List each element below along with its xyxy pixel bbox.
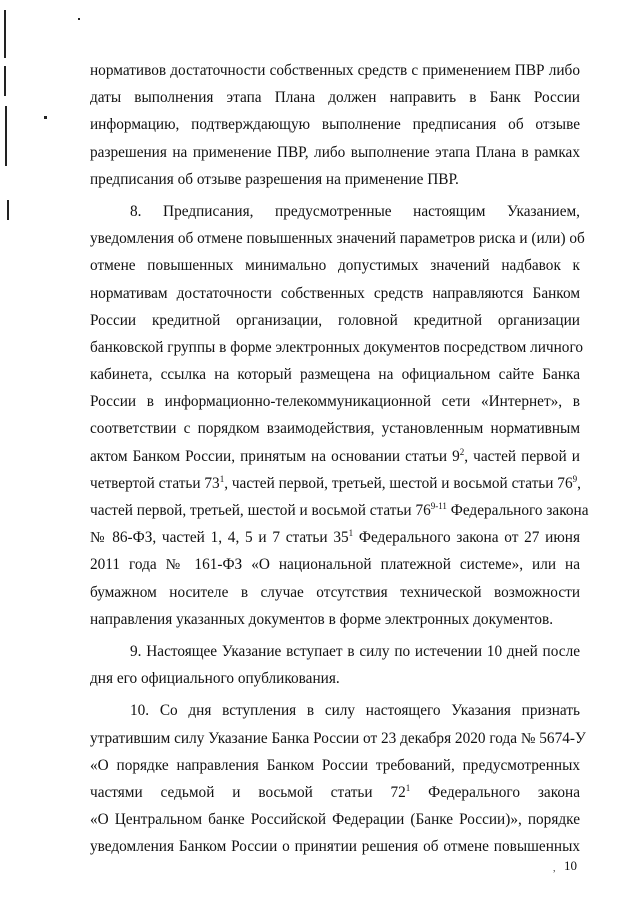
- text-line: «О Центральном банке Российской Федерации (Банке России)», порядке: [90, 811, 580, 829]
- text-line: нормативам достаточности собственных средств направляются Банком: [90, 284, 580, 302]
- scan-artifact-dot: [78, 18, 80, 20]
- text-line: России кредитной организации, головной кредитной организации: [90, 311, 580, 329]
- superscript: 1: [405, 782, 411, 793]
- paragraph-10: [90, 697, 586, 860]
- text-line: России в информационно-телекоммуникационной сети «Интернет», в: [90, 393, 580, 411]
- text-line: разрешения на применение ПВР, либо выполнение этапа Плана в рамках: [90, 143, 580, 161]
- page-number: 10: [564, 858, 577, 873]
- scan-artifact-line: [4, 10, 6, 58]
- text-line: 8. Предписания, предусмотренные настоящим Указанием,: [130, 202, 580, 220]
- text-line: нормативов достаточности собственных средств с применением ПВР либо: [90, 62, 580, 79]
- superscript: 1: [348, 528, 354, 539]
- superscript: 9: [572, 473, 578, 484]
- text-line: дня его официального опубликования.: [90, 670, 340, 688]
- scan-artifact-line: [4, 66, 6, 96]
- scan-artifact-mark: ,: [553, 863, 556, 874]
- text-line: направления указанных документов в форме электронных документов.: [90, 610, 554, 628]
- text-line: актом Банком России, принятым на основании статьи $9^2$, частей первой и: [90, 446, 580, 465]
- text-line: кабинета, ссылка на который размещена на официальном сайте Банка: [90, 366, 580, 384]
- text-line: уведомления об отмене повышенных значений параметров риска и (или) об: [90, 230, 585, 248]
- text-line: «О порядке направления Банком России требований, предусмотренных: [90, 756, 580, 774]
- text-line: 9. Настоящее Указание вступает в силу по истечении 10 дней после: [130, 642, 580, 660]
- text-line: уведомления Банком России о принятии решения об отмене повышенных: [90, 838, 580, 856]
- paragraph-9: [90, 638, 580, 692]
- text-line: 10. Со дня вступления в силу настоящего Указания признать: [130, 702, 580, 720]
- scan-artifact-dot: [44, 116, 47, 119]
- text-line: предписания об отзыве разрешения на применение ПВР.: [90, 170, 459, 188]
- text-line: даты выполнения этапа Плана должен направить в Банк России: [90, 89, 580, 107]
- text-line: информацию, подтверждающую выполнение предписания об отзыве: [90, 116, 580, 134]
- text-line: частями седьмой и восьмой статьи $72^1$ Федерального закона: [90, 782, 580, 801]
- text-line: бумажном носителе в случае отсутствия технической возможности: [90, 583, 580, 601]
- scan-artifact-line: [7, 200, 9, 220]
- superscript: 9-11: [430, 501, 447, 511]
- text-line: соответствии с порядком взаимодействия, установленным нормативным: [90, 420, 580, 438]
- text-line: банковской группы в форме электронных документов посредством личного: [90, 338, 583, 356]
- paragraph-7-continued: [90, 57, 580, 193]
- text-line: отмене повышенных минимально допустимых значений надбавок к: [90, 257, 580, 275]
- superscript: 2: [459, 446, 465, 457]
- document-body: [90, 57, 589, 865]
- text-line: 2011 года № 161-ФЗ «О национальной платежной системе», или на: [90, 556, 580, 574]
- text-line: частей первой, третьей, шестой и восьмой статьи 76$^{9-11}$ Федерального закона: [90, 501, 589, 519]
- paragraph-8: [90, 198, 589, 633]
- text-line: № 86-ФЗ, частей 1, 4, 5 и 7 статьи $35^1$ Федерального закона от 27 июня: [90, 528, 580, 547]
- scan-artifact-line: [5, 106, 7, 166]
- superscript: 1: [219, 473, 225, 484]
- text-line: утратившим силу Указание Банка России от 23 декабря 2020 года № 5674-У: [90, 729, 586, 747]
- text-line: четвертой статьи $73^1$, частей первой, третьей, шестой и восьмой статьи $76^9$,: [90, 473, 581, 492]
